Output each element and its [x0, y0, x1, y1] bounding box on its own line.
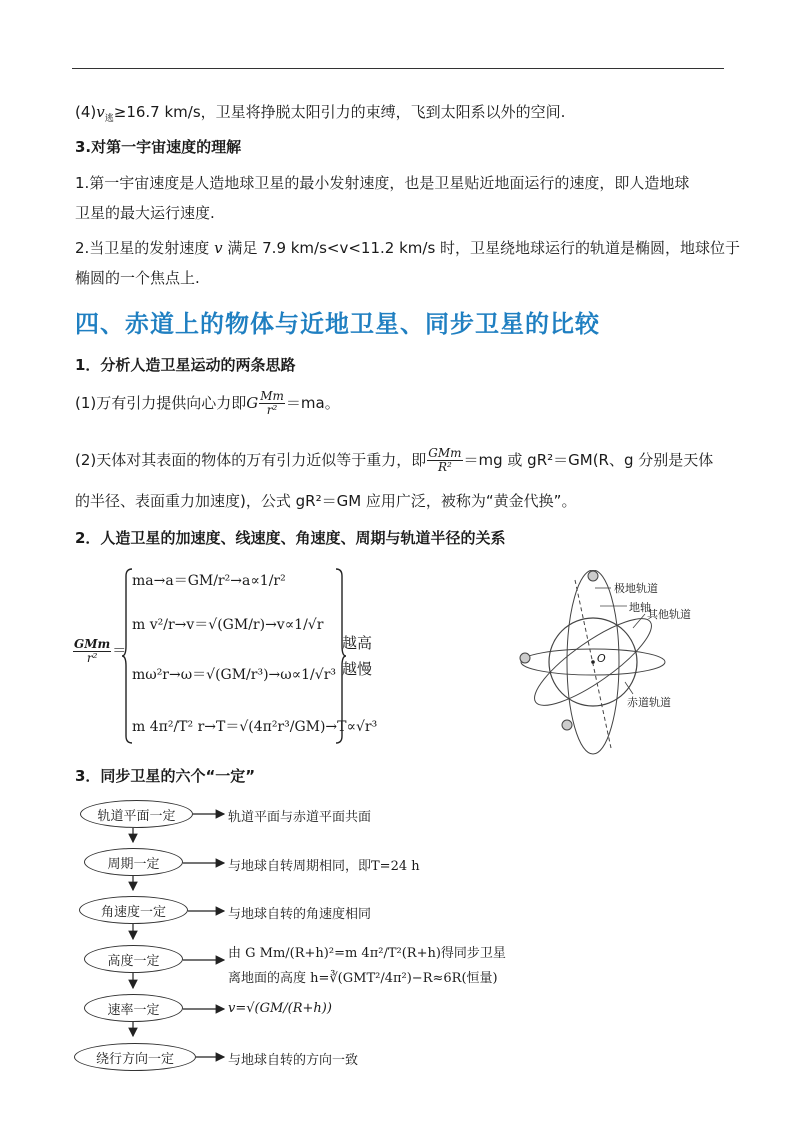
header-rule: [72, 68, 724, 69]
flow-text-height-1: 由 G Mm/(R+h)²=m 4π²/T²(R+h)得同步卫星: [228, 946, 506, 961]
relation-angular-velocity: mω²r→ω＝√(GM/r³)→ω∝1/√r³: [132, 667, 336, 683]
right-brace: [334, 566, 346, 746]
point-number: (4): [75, 103, 97, 121]
text: (1)万有引力提供向心力即: [75, 394, 247, 412]
approach-1: [75, 390, 340, 417]
condition: ≥16.7 km/s: [113, 103, 201, 121]
fraction: [259, 390, 285, 417]
text: ＝ma。: [285, 394, 340, 412]
label-earth-axis: 地轴: [629, 601, 651, 614]
flow-text-angular-velocity: 与地球自转的角速度相同: [228, 907, 372, 922]
var-G: G: [246, 394, 259, 412]
numerator: GMm: [74, 637, 111, 651]
paragraph-1-line-2: 卫星的最大运行速度.: [75, 204, 215, 222]
relation-acceleration: ma→a＝GM/r²→a∝1/r²: [132, 573, 286, 589]
orbit-diagram: [515, 570, 730, 760]
lhs: [72, 638, 126, 665]
lhs-fraction: [73, 638, 111, 665]
numerator: GMm: [428, 446, 462, 460]
var-v: v: [214, 239, 223, 257]
label-polar-orbit: 极地轨道: [614, 582, 658, 595]
flow-node-period: 周期一定: [84, 848, 183, 876]
var-v: v: [96, 103, 105, 121]
flow-node-height: 高度一定: [84, 945, 183, 973]
label-other-orbit: 其他轨道: [647, 608, 691, 621]
flow-node-direction: 绕行方向一定: [74, 1043, 196, 1071]
denominator: r²: [86, 651, 98, 665]
subscript: 逃: [104, 114, 114, 124]
approach-2: [75, 447, 713, 474]
section-title: 四、赤道上的物体与近地卫星、同步卫星的比较: [75, 310, 600, 338]
flow-text-orbit-plane: 轨道平面与赤道平面共面: [228, 810, 372, 825]
equals: ＝: [112, 643, 127, 660]
flow-text-speed: v=√(GM/(R+h)): [228, 1001, 332, 1016]
relation-velocity: m v²/r→v＝√(GM/r)→v∝1/√r: [132, 617, 324, 633]
fraction: [427, 447, 462, 474]
flow-node-orbit-plane: 轨道平面一定: [80, 800, 193, 828]
text: ＝mg 或 gR²＝GM(R、g 分别是天体: [463, 451, 714, 469]
text: 满足 7.9 km/s<v<11.2 km/s 时，卫星绕地球运行的轨道是椭圆，地球位于: [227, 239, 741, 257]
flow-text-height-2: 离地面的高度 h=∛(GMT²/4π²)−R≈6R(恒量): [228, 971, 498, 986]
sentence: ，卫星将挣脱太阳引力的束缚，飞到太阳系以外的空间.: [200, 103, 566, 121]
text: 2.当卫星的发射速度: [75, 239, 210, 257]
relation-period: m 4π²/T² r→T＝√(4π²r³/GM)→T∝√r³: [132, 719, 378, 735]
paragraph-1-line-1: 1.第一宇宙速度是人造地球卫星的最小发射速度，也是卫星贴近地面运行的速度，即人造地球: [75, 174, 690, 192]
paragraph-escape-velocity: [75, 101, 565, 130]
flow-node-speed: 速率一定: [84, 994, 183, 1022]
orbit-drawing: [515, 570, 730, 760]
text: (2)天体对其表面的物体的万有引力近似等于重力，即: [75, 451, 427, 469]
subheading-two-approaches: 1．分析人造卫星运动的两条思路: [75, 356, 296, 374]
subheading-six-fixed: 3．同步卫星的六个“一定”: [75, 767, 256, 785]
denominator: r²: [266, 403, 278, 417]
label-center-o: O: [597, 652, 606, 665]
subheading-relations: 2．人造卫星的加速度、线速度、角速度、周期与轨道半径的关系: [75, 529, 506, 547]
paragraph-2-line-2: 椭圆的一个焦点上.: [75, 269, 200, 287]
paragraph-2-line-1: [75, 237, 740, 259]
relation-formula-block: [72, 566, 392, 746]
side-label-higher: 越高: [342, 634, 373, 652]
flowchart: [70, 796, 510, 1076]
flowchart-connectors: [70, 796, 510, 1076]
flow-text-direction: 与地球自转的方向一致: [228, 1053, 359, 1068]
flow-text-period: 与地球自转周期相同，即T=24 h: [228, 859, 420, 874]
heading-first-cosmic-velocity: 3.对第一宇宙速度的理解: [75, 138, 242, 156]
label-equatorial-orbit: 赤道轨道: [627, 696, 671, 709]
flow-node-angular-velocity: 角速度一定: [79, 896, 188, 924]
numerator: Mm: [260, 389, 284, 403]
side-label-slower: 越慢: [342, 660, 373, 678]
approach-2-line-2: 的半径、表面重力加速度)，公式 gR²＝GM 应用广泛，被称为“黄金代换”。: [75, 492, 577, 510]
denominator: R²: [437, 460, 452, 474]
